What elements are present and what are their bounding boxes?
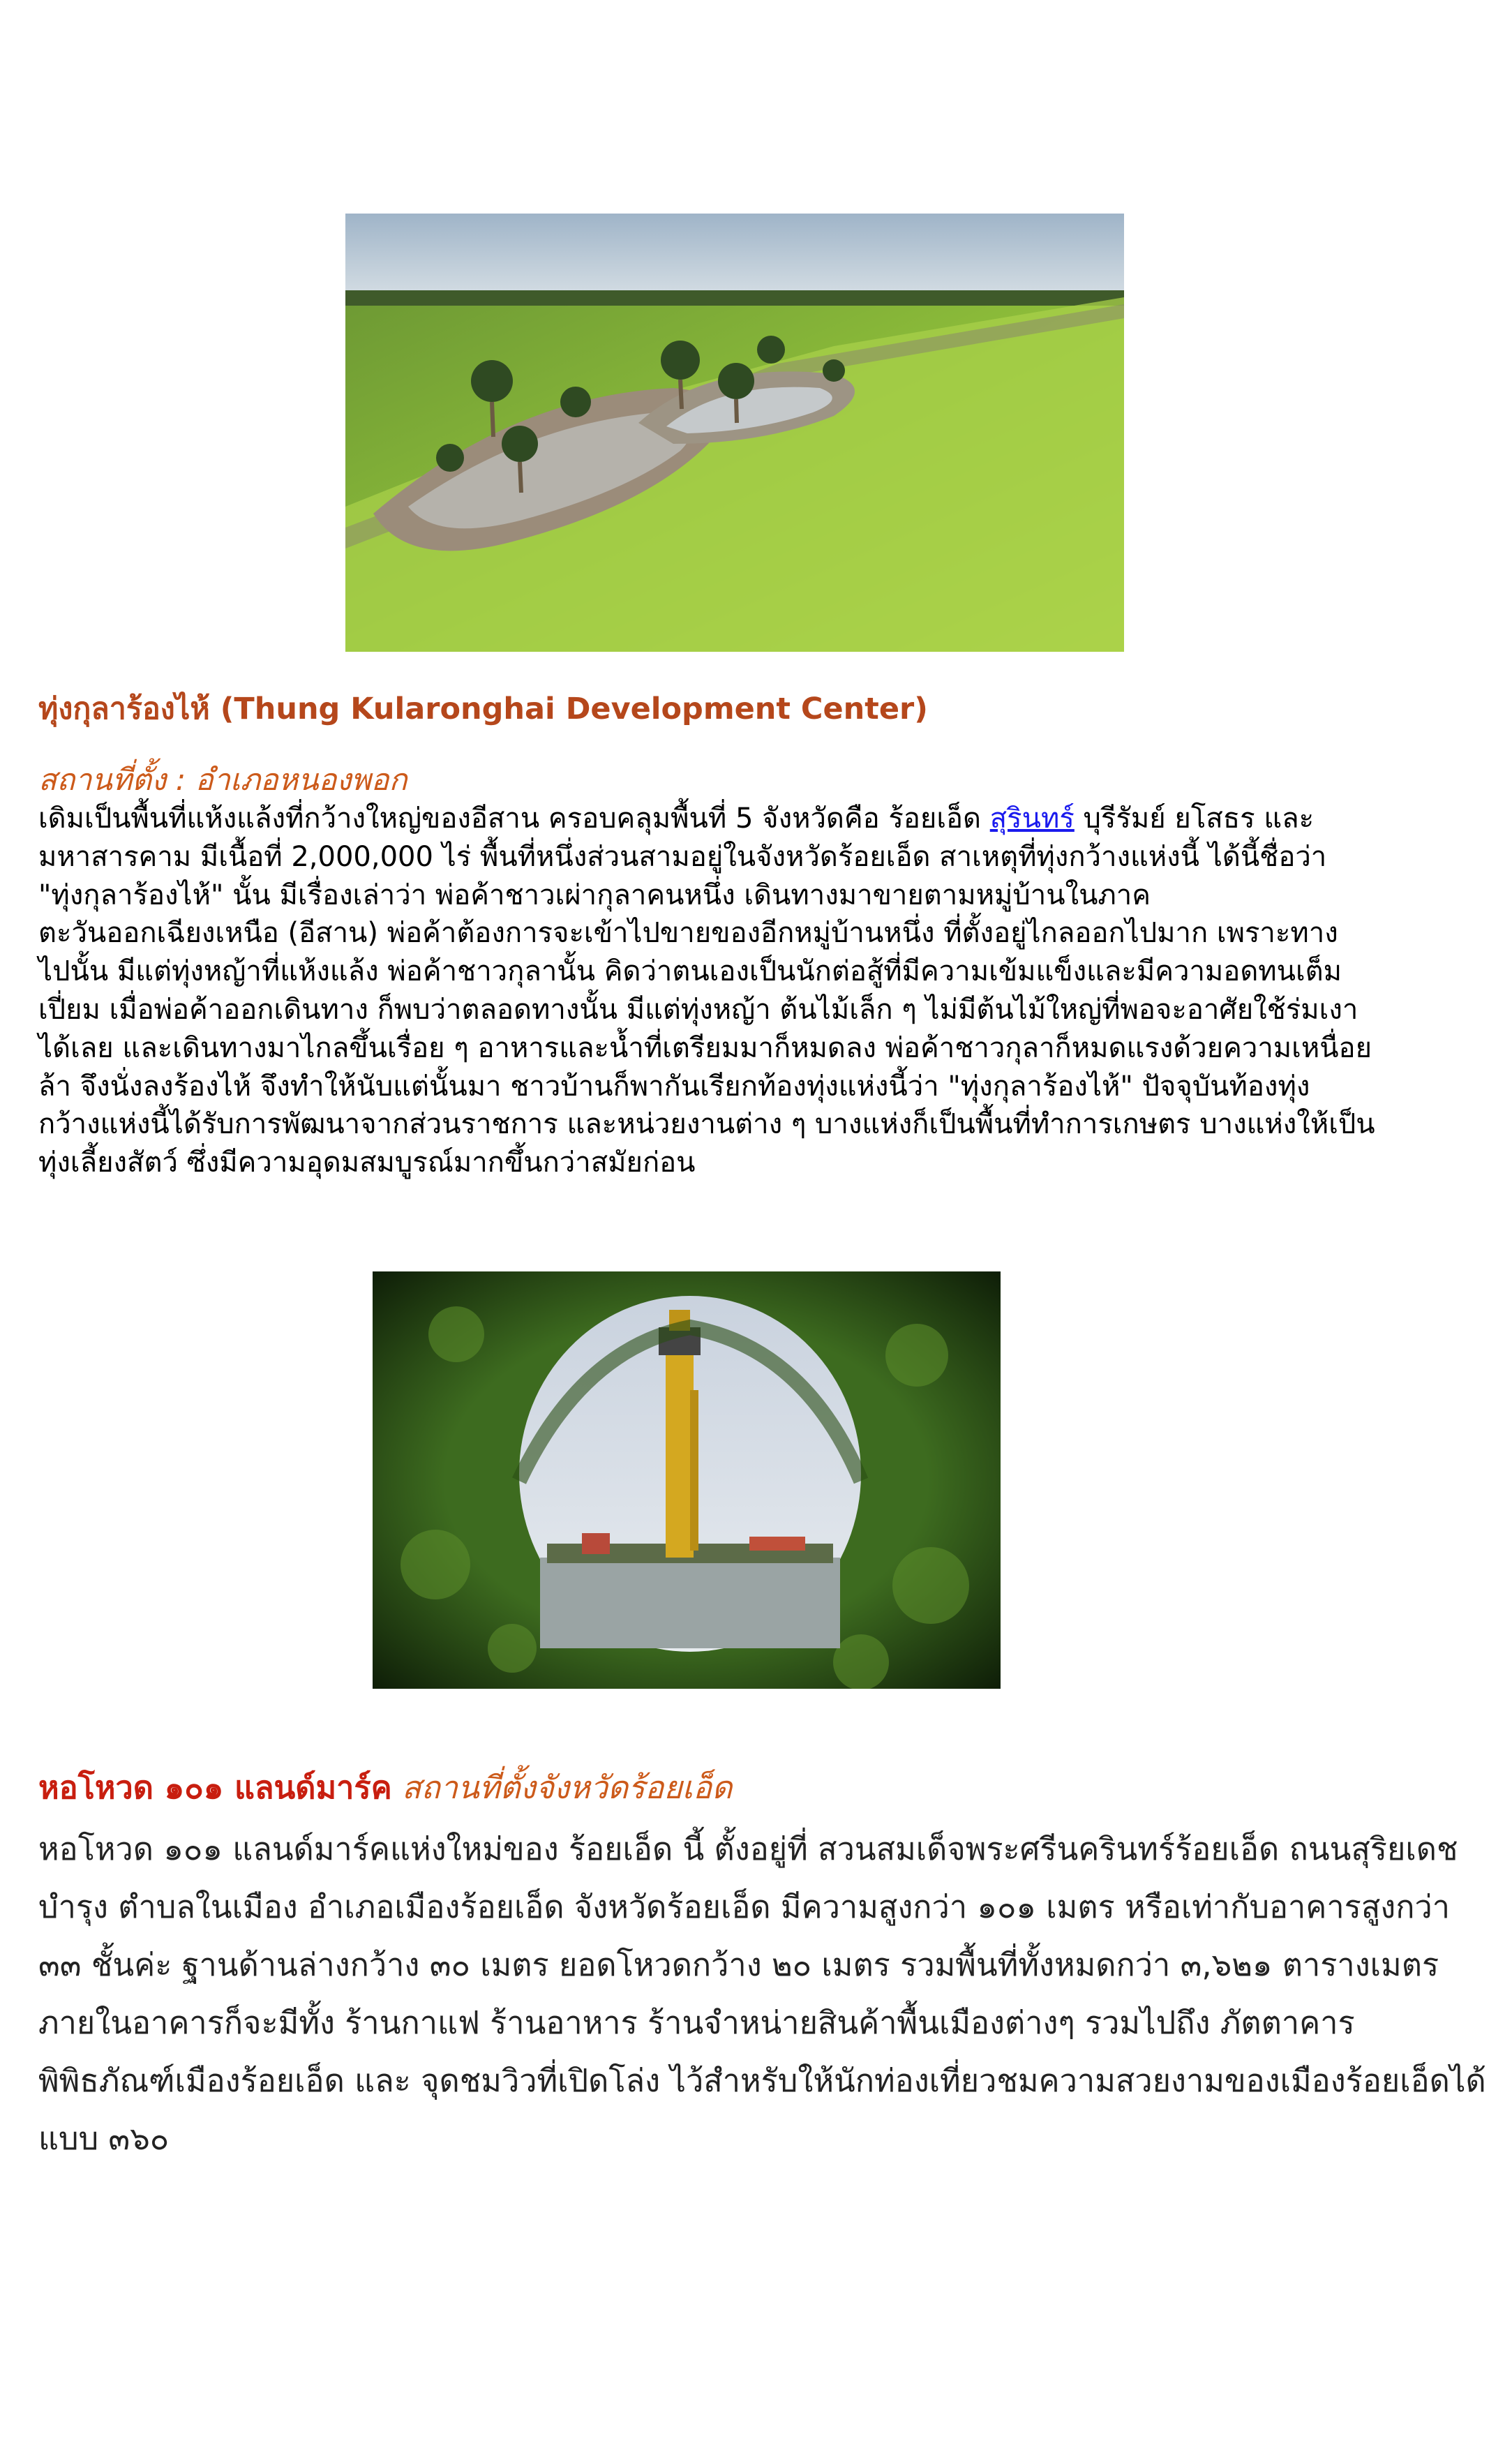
paragraph-line: ล้า จึงนั่งลงร้องไห้ จึงทำให้นับแต่นั้นมา ชาวบ้านก็พากันเรียกท้องทุ่งแห่งนี้ว่า "ทุ่งกุลาร้องไห้" ปัจจุบันท้องทุ่ง xyxy=(38,1070,1310,1103)
line-text: เดิมเป็นพื้นที่แห้งแล้งที่กว้างใหญ่ของอีสาน ครอบคลุมพื้นที่ 5 จังหวัดคือ ร้อยเอ็ด xyxy=(38,803,990,835)
paragraph-line: ได้เลย และเดินทางมาไกลขึ้นเรื่อย ๆ อาหารและน้ำที่เตรียมมาก็หมดลง พ่อค้าชาวกุลาก็หมดแรงด้วยความเหนื่อย xyxy=(38,1031,1372,1064)
paragraph-line: ตะวันออกเฉียงเหนือ (อีสาน) พ่อค้าต้องการจะเข้าไปขายของอีกหมู่บ้านหนึ่ง ที่ตั้งอยู่ไกลออกไปมาก เพราะทาง xyxy=(38,917,1338,950)
tower-photo-graphic xyxy=(373,1271,1001,1689)
location-label: สถานที่ตั้งจังหวัดร้อยเอ็ด xyxy=(391,1769,733,1806)
section-hor-hoad xyxy=(38,1766,1486,2167)
paragraph-line: ไปนั้น มีแต่ทุ่งหญ้าที่แห้งแล้ง พ่อค้าชาวกุลานั้น คิดว่าตนเองเป็นนักต่อสู้ที่มีความเข้มแข็งและมีความอดทนเต็ม xyxy=(38,955,1342,988)
paragraph-line: ภายในอาคารก็จะมีทั้ง ร้านกาแฟ ร้านอาหาร ร้านจำหน่ายสินค้าพื้นเมืองต่างๆ รวมไปถึง ภัตตาคาร xyxy=(38,2004,1355,2041)
description-paragraph xyxy=(38,1820,1486,2167)
surin-link[interactable]: สุรินทร์ xyxy=(989,803,1075,835)
paragraph-line: เปี่ยม เมื่อพ่อค้าออกเดินทาง ก็พบว่าตลอดทางนั้น มีแต่ทุ่งหญ้า ต้นไม้เล็ก ๆ ไม่มีต้นไม้ใหญ่ที่พอจะอาศัยใช้ร่มเงา xyxy=(38,993,1358,1026)
tower-photo xyxy=(373,1271,1001,1689)
landmark-name: หอโหวด ๑๐๑ แลนด์มาร์ค xyxy=(38,1769,392,1806)
paragraph-line: แบบ ๓๖๐ xyxy=(38,2120,170,2157)
paragraph-line: มหาสารคาม มีเนื้อที่ 2,000,000 ไร่ พื้นที่หนึ่งส่วนสามอยู่ในจังหวัดร้อยเอ็ด สาเหตุที่ทุ่งกว้างแห่งนี้ ได้นี้ชื่อว่า xyxy=(38,840,1327,873)
description-paragraph xyxy=(38,800,1476,1182)
paragraph-line: "ทุ่งกุลาร้องไห้" นั้น มีเรื่องเล่าว่า พ่อค้าชาวเผ่ากุลาคนหนึ่ง เดินทางมาขายตามหมู่บ้านในภาค xyxy=(38,879,1151,911)
paragraph-line xyxy=(38,800,1476,838)
section-thung-kula xyxy=(38,688,1476,1182)
paragraph-line: กว้างแห่งนี้ได้รับการพัฒนาจากส่วนราชการ และหน่วยงานต่าง ๆ บางแห่งก็เป็นพื้นที่ทำการเกษตร บางแห่งให้เป็น xyxy=(38,1108,1375,1141)
section-title: ทุ่งกุลาร้องไห้ (Thung Kularonghai Development Center) xyxy=(38,692,928,726)
paragraph-line: ๓๓ ชั้นค่ะ ฐานด้านล่างกว้าง ๓๐ เมตร ยอดโหวดกว้าง ๒๐ เมตร รวมพื้นที่ทั้งหมดกว่า ๓,๖๒๑ ตารางเมตร xyxy=(38,1946,1439,1983)
location-label: สถานที่ตั้ง : อำเภอหนองพอก xyxy=(38,763,407,798)
line-text: บุรีรัมย์ ยโสธร และ xyxy=(1074,803,1315,835)
paragraph-line: หอโหวด ๑๐๑ แลนด์มาร์คแห่งใหม่ของ ร้อยเอ็ด นี้ ตั้งอยู่ที่ สวนสมเด็จพระศรีนครินทร์ร้อยเอ็ด ถนนสุริยเดช xyxy=(38,1830,1458,1867)
field-photo xyxy=(345,214,1124,652)
paragraph-line: บำรุง ตำบลในเมือง อำเภอเมืองร้อยเอ็ด จังหวัดร้อยเอ็ด มีความสูงกว่า ๑๐๑ เมตร หรือเท่ากับอาคารสูงกว่า xyxy=(38,1888,1451,1925)
paragraph-line: ทุ่งเลี้ยงสัตว์ ซึ่งมีความอุดมสมบูรณ์มากขึ้นกว่าสมัยก่อน xyxy=(38,1147,696,1179)
section-title xyxy=(38,1766,1476,1810)
paragraph-line: พิพิธภัณฑ์เมืองร้อยเอ็ด และ จุดชมวิวที่เปิดโล่ง ไว้สำหรับให้นักท่องเที่ยวชมความสวยงามของเมืองร้อยเอ็ดได้ xyxy=(38,2062,1486,2099)
field-photo-graphic xyxy=(345,214,1124,652)
